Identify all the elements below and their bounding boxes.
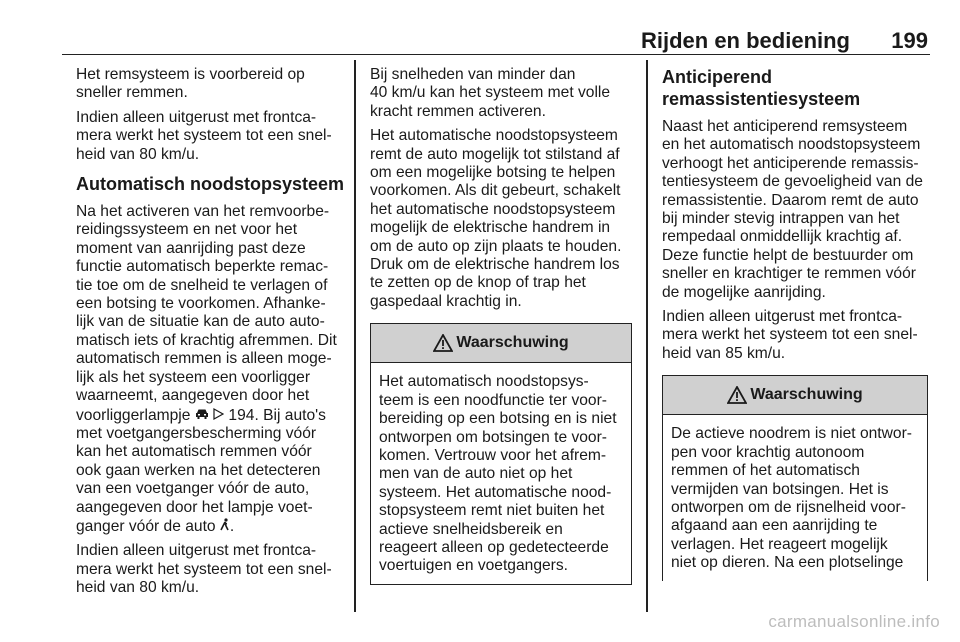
column-1	[76, 66, 348, 604]
warning-text: Het automatisch noodstopsys- teem is een noodfunctie ter voor- bereiding op een botsing en is niet ontworpen om botsingen te voor- komen. Vertrouw voor het afrem- men van de auto niet op het systeem. Het automatische nood- stopsysteem remt niet buiten het actieve snelheidsbereik en reageert alleen op gedetecteerde voertuigen en voetgangers.	[379, 373, 617, 575]
paragraph: Indien alleen uitgerust met frontca- mera werkt het systeem tot een snel- heid van 80 km/u.	[76, 542, 332, 597]
warning-title: Waarschuwing	[750, 386, 863, 404]
paragraph-text: .	[229, 517, 235, 535]
pedestrian-icon	[220, 517, 230, 535]
column-3	[662, 66, 928, 581]
column-divider-1	[354, 60, 356, 612]
section-heading: Anticiperend remassistentiesysteem	[662, 67, 861, 109]
paragraph: Het automatische noodstopsysteem remt de auto mogelijk tot stilstand af om een mogelijke botsing te helpen voorkomen. Als dit gebeurt, schakelt het automatische noodstopsysteem mogelijk de elektrische handrem in om de auto op zijn plaats te houden. Druk om de elektrische handrem los te zetten op de knop of trap het gaspedaal krachtig in.	[370, 127, 622, 310]
warning-text: De actieve noodrem is niet ontwor- pen voor krachtig autonoom remmen of het automatisch vermijden van botsingen. Het is ontworpen om de rijsnelheid voor- afgaand aan een aanrijding te verlagen. Het reageert mogelijk niet op dieren. Na een plotselinge	[671, 425, 912, 572]
warning-box	[662, 375, 928, 580]
paragraph: Indien alleen uitgerust met frontca- mera werkt het systeem tot een snel- heid van 80 km/u.	[76, 108, 332, 163]
warning-triangle-icon	[433, 334, 453, 352]
paragraph: Het remsysteem is voorbereid op sneller remmen.	[76, 66, 305, 102]
arrow-reference-icon	[213, 406, 224, 424]
column-2	[370, 66, 632, 585]
paragraph: Indien alleen uitgerust met frontca- mera werkt het systeem tot een snel- heid van 85 km/u.	[662, 308, 918, 362]
warning-header	[663, 376, 927, 415]
warning-box	[370, 323, 632, 584]
watermark: carmanualsonline.info	[768, 612, 940, 631]
column-divider-2	[646, 60, 648, 612]
paragraph: Naast het anticiperend remsysteem en het automatisch noodstopsysteem verhoogt het anticiperende remassis- tentiesysteem de gevoeligheid van de remassistentie. Daarom remt de auto bij minder stevig intrappen van het rempedaal onmiddellijk krachtig af. Deze functie helpt de bestuurder om sneller en krachtiger te remmen vóór de mogelijke aanrijding.	[662, 118, 923, 301]
warning-title: Waarschuwing	[456, 334, 569, 352]
warning-triangle-icon	[727, 386, 747, 404]
section-heading: Automatisch noodstopsysteem	[76, 174, 345, 195]
paragraph-text: 194. Bij auto's met voetgangersbescherming vóór kan het automatisch remmen vóór ook gaan werken na het detecteren van een voetganger vóór de auto, aangegeven door het lampje voet- ganger vóór de auto	[76, 406, 326, 535]
section-title: Rijden en bediening	[640, 28, 850, 53]
car-front-icon	[195, 406, 209, 424]
paragraph	[76, 203, 348, 536]
paragraph-text: Na het activeren van het remvoorbe- reidingssysteem en net voor het moment van aanrijding past deze functie automatisch beperkte remac- tie toe om de snelheid te verlagen of een botsing te voorkomen. Afhanke- lijk van de situatie kan de auto auto- matisch iets of krachtig afremmen. Dit automatisch remmen is alleen moge- lijk als het systeem een voorligger waarneemt, aangegeven door het voorliggerlampje	[76, 203, 337, 424]
page-header	[62, 22, 930, 55]
page-number: 199	[891, 28, 928, 53]
warning-header	[371, 324, 631, 363]
paragraph: Bij snelheden van minder dan 40 km/u kan het systeem met volle kracht remmen activeren.	[370, 66, 611, 120]
